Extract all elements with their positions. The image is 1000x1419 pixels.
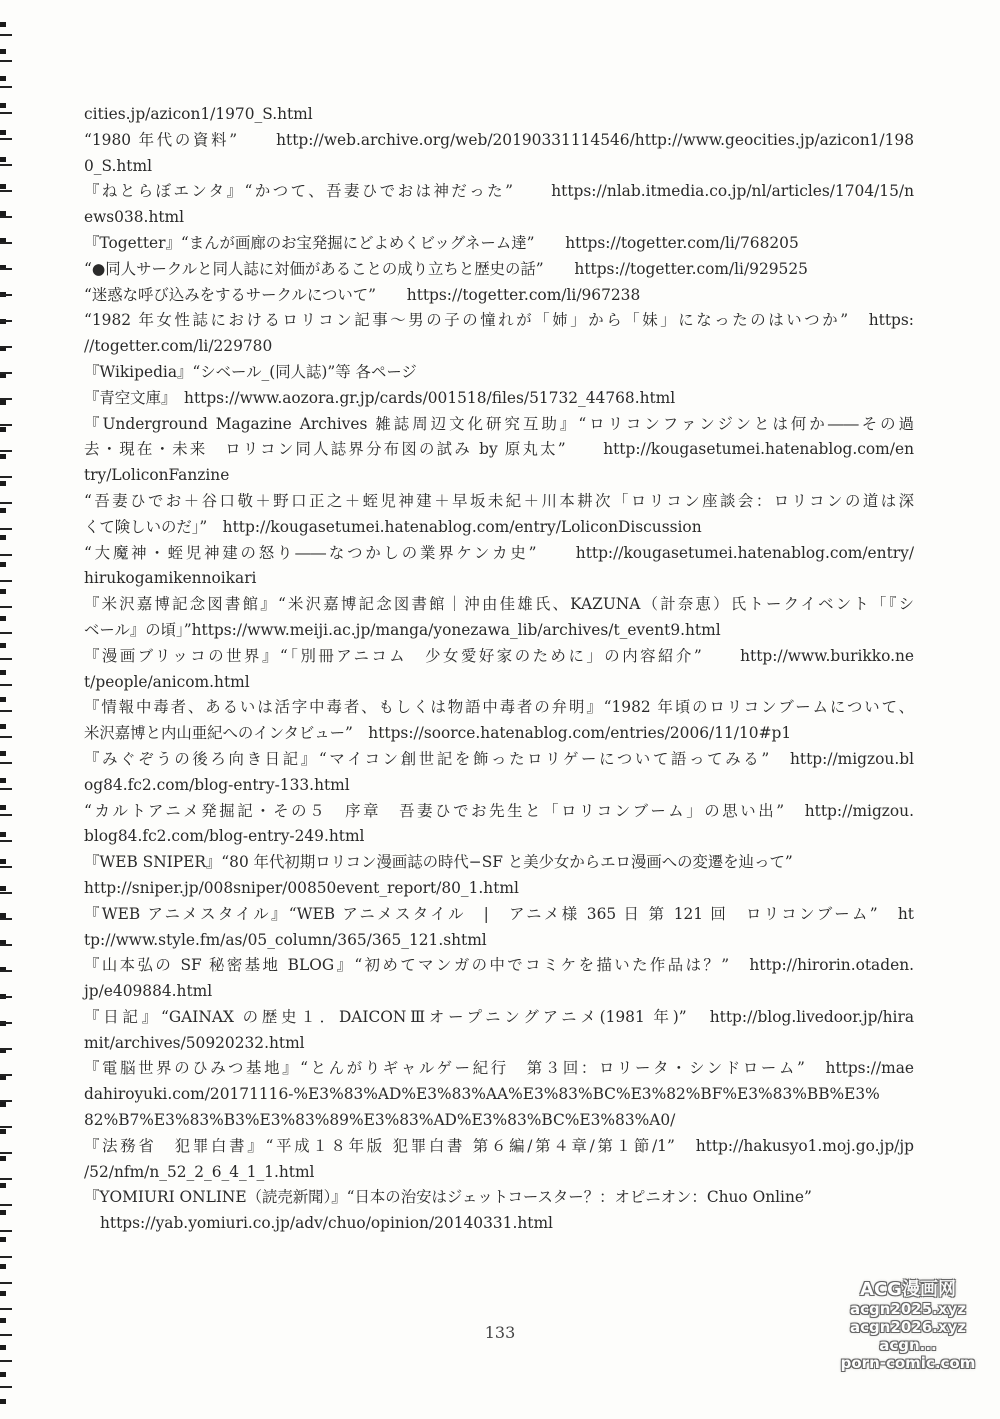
ref-line: dahiroyuki.com/20171116-%E3%83%AD%E3%83%AA%E3%83%BC%E3%82%BF%E3%83%BB%E3% (84, 1085, 880, 1104)
watermark-line: acgn2026.xyz (849, 1318, 967, 1336)
ref-line: tp://www.style.fm/as/05_column/365/365_121.shtml (84, 930, 487, 949)
page-number: 133 (484, 1323, 516, 1342)
ref-line: ベール』の頃」”https://www.meiji.ac.jp/manga/yonezawa_lib/archives/t_event9.html (84, 620, 721, 639)
ref-line: 去・現在・未来 ロリコン同人誌界分布図の試み by 原丸太” http://kougasetumei.hatenablog.com/en (84, 440, 914, 459)
ref-line: 『Togetter』“まんが画廊のお宝発掘にどよめくビッグネーム達” https://togetter.com/li/768205 (84, 233, 799, 252)
watermark-line: porn-comic.com (840, 1354, 976, 1372)
ref-line: ews038.html (84, 208, 185, 227)
ref-line: 『山本弘の SF 秘密基地 BLOG』“初めてマンガの中でコミケを描いた作品は？” http://hirorin.otaden. (84, 956, 914, 975)
ref-line: hirukogamikennoikari (84, 569, 257, 588)
reference-list (84, 102, 914, 1237)
ref-line: blog84.fc2.com/blog-entry-249.html (84, 827, 365, 846)
ref-line: 『WEB アニメスタイル』“WEB アニメスタイル | アニメ様 365 日 第 121 回 ロリコンブーム” ht (84, 904, 914, 923)
ref-line: 『YOMIURI ONLINE（読売新聞）』“日本の治安はジェットコースター？：オピニオン：Chuo Online” (84, 1188, 812, 1207)
ref-line: mit/archives/50920232.html (84, 1033, 305, 1052)
site-watermark (838, 1280, 978, 1372)
ref-line: cities.jp/azicon1/1970_S.html (84, 105, 313, 123)
ref-line: 『日記』“GAINAX の歴史１．DAICONⅢオープニングアニメ(1981 年)” http://blog.livedoor.jp/hira (84, 1007, 914, 1026)
ref-line: 米沢嘉博と内山亜紀へのインタビュー” https://soorce.hatenablog.com/entries/2006/11/10#p1 (84, 724, 792, 743)
ref-line: 『ねとらぼエンタ』“かつて、吾妻ひでおは神だった” https://nlab.itmedia.co.jp/nl/articles/1704/15/n (84, 182, 914, 201)
ref-line: jp/e409884.html (84, 982, 213, 1001)
ref-line: “吾妻ひでお＋谷口敬＋野口正之＋蛭児神建＋早坂未紀＋川本耕次「ロリコン座談会：ロリコンの道は深 (84, 491, 914, 510)
ref-line: “●同人サークルと同人誌に対価があることの成り立ちと歴史の話” https://togetter.com/li/929525 (84, 259, 808, 278)
watermark-line: acgn2025.xyz (849, 1300, 967, 1318)
ref-line: くて険しいのだ」” http://kougasetumei.hatenablog.com/entry/LoliconDiscussion (84, 517, 702, 536)
binding-ticks (0, 10, 12, 1410)
ref-line: //togetter.com/li/229780 (84, 337, 273, 356)
watermark-line: acgn... (879, 1336, 937, 1354)
ref-line: og84.fc2.com/blog-entry-133.html (84, 775, 350, 794)
ref-line: “迷惑な呼び込みをするサークルについて” https://togetter.com/li/967238 (84, 285, 641, 304)
ref-line: 『みぐぞうの後ろ向き日記』“マイコン創世記を飾ったロリゲーについて語ってみる” http://migzou.bl (84, 749, 914, 768)
ref-line: 『電脳世界のひみつ基地』“とんがりギャルゲー紀行 第３回：ロリータ・シンドローム” https://mae (84, 1059, 914, 1078)
ref-line: try/LoliconFanzine (84, 466, 230, 485)
watermark-line: ACG漫画网 (860, 1279, 956, 1300)
ref-line: 『WEB SNIPER』“80 年代初期ロリコン漫画誌の時代−SF と美少女からエロ漫画への変遷を辿って” (84, 853, 793, 872)
ref-line: t/people/anicom.html (84, 672, 250, 691)
ref-line: /52/nfm/n_52_2_6_4_1_1.html (84, 1162, 315, 1181)
ref-line: “カルトアニメ発掘記・その５ 序章 吾妻ひでお先生と「ロリコンブーム」の思い出” http://migzou. (84, 801, 914, 820)
ref-line: “1980 年代の資料” http://web.archive.org/web/20190331114546/http://www.geocities.jp/azicon1/198 (84, 130, 914, 149)
ref-line: 『漫画ブリッコの世界』“「別冊アニコム 少女愛好家のために」の内容紹介” http://www.burikko.ne (84, 646, 914, 665)
ref-line: 『Underground Magazine Archives 雑誌周辺文化研究互助』“ロリコンファンジンとは何か――その過 (84, 414, 914, 433)
ref-line: “大魔神・蛭児神建の怒り――なつかしの業界ケンカ史” http://kougasetumei.hatenablog.com/entry/ (84, 543, 914, 562)
ref-line: 『Wikipedia』“シベール_(同人誌)”等 各ページ (84, 362, 417, 381)
ref-line: 『情報中毒者、あるいは活字中毒者、もしくは物語中毒者の弁明』“1982 年頃のロリコンブームについて、 (84, 698, 914, 717)
ref-line: 0_S.html (84, 156, 152, 175)
ref-line: 『法務省 犯罪白書』“平成１８年版 犯罪白書 第６編/第４章/第１節/1” http://hakusyo1.moj.go.jp/jp (84, 1136, 914, 1155)
ref-line: https://yab.yomiuri.co.jp/adv/chuo/opinion/20140331.html (100, 1214, 553, 1233)
ref-line: 82%B7%E3%83%B3%E3%83%89%E3%83%AD%E3%83%BC%E3%83%A0/ (84, 1111, 676, 1130)
ref-line: “1982 年女性誌におけるロリコン記事～男の子の憧れが「姉」から「妹」になったのはいつか” https: (84, 311, 914, 330)
ref-line: 『米沢嘉博記念図書館』“米沢嘉博記念図書館｜沖由佳雄氏、KAZUNA（計奈恵）氏トークイベント「『シ (84, 595, 914, 614)
ref-line: 『青空文庫』 https://www.aozora.gr.jp/cards/001518/files/51732_44768.html (84, 388, 676, 407)
ref-line: http://sniper.jp/008sniper/00850event_report/80_1.html (84, 878, 519, 897)
